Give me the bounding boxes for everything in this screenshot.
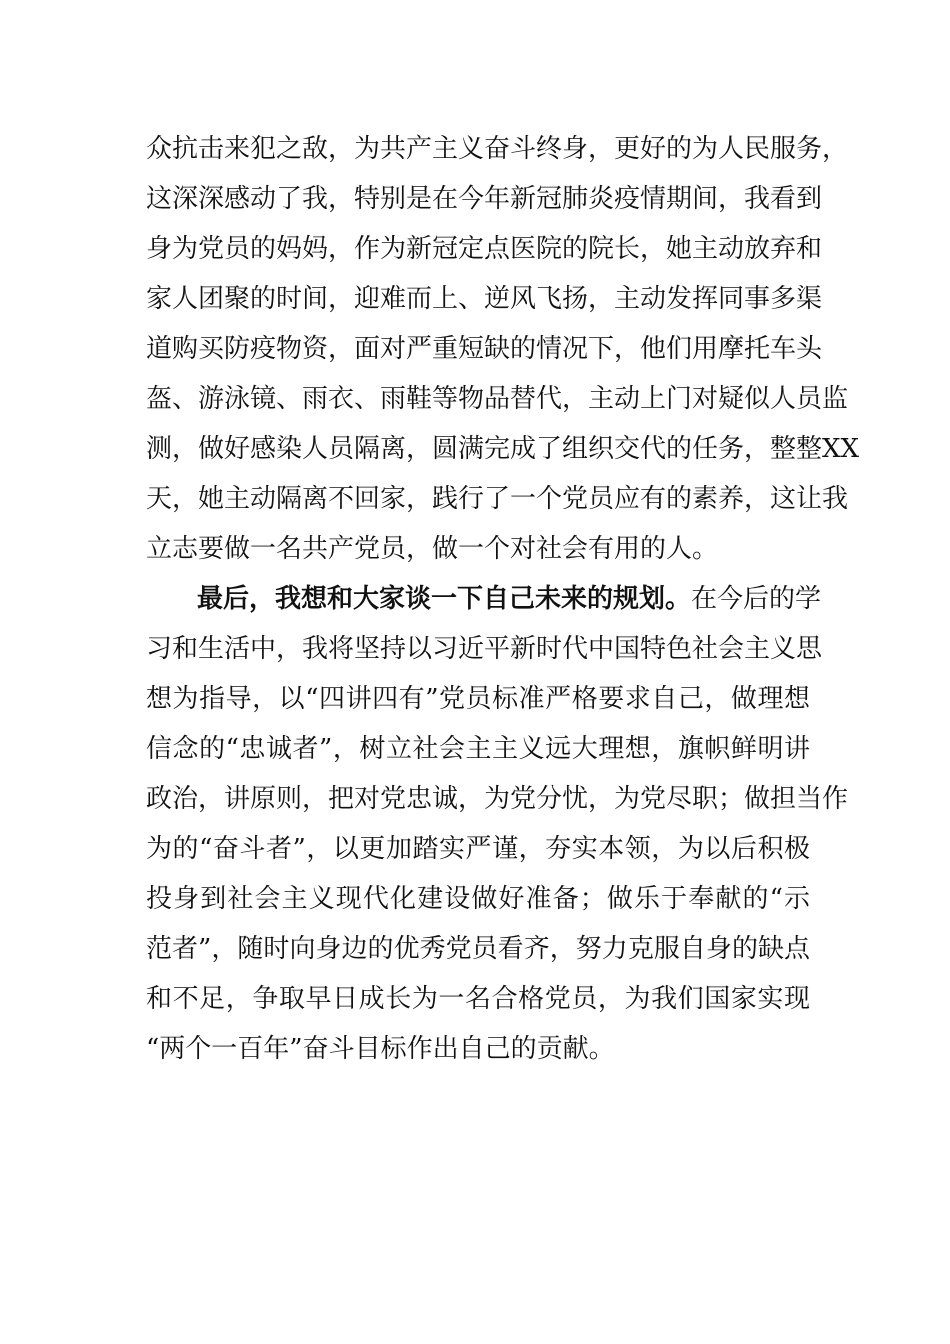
- paragraph-2-line-6: 为的“奋斗者”，以更加踏实严谨，夯实本领，为以后积极: [146, 834, 810, 864]
- paragraph-1-line-6: 盔、游泳镜、雨衣、雨鞋等物品替代，主动上门对疑似人员监: [146, 384, 849, 414]
- paragraph-1-line-2: 这深深感动了我，特别是在今年新冠肺炎疫情期间，我看到: [146, 184, 823, 214]
- paragraph-2-line-10: “两个一百年”奋斗目标作出自己的贡献。: [146, 1034, 615, 1064]
- paragraph-1-line-7: 测，做好感染人员隔离，圆满完成了组织交代的任务，整整XX: [146, 434, 860, 464]
- paragraph-1-line-4: 家人团聚的时间，迎难而上、逆风飞扬，主动发挥同事多渠: [146, 284, 823, 314]
- paragraph-1-line-3: 身为党员的妈妈，作为新冠定点医院的院长，她主动放弃和: [146, 234, 823, 264]
- paragraph-1-line-9: 立志要做一名共产党员，做一个对社会有用的人。: [146, 534, 719, 564]
- paragraph-2-heading: 最后，我想和大家谈一下自己未来的规划。: [197, 584, 692, 614]
- paragraph-2-line-9: 和不足，争取早日成长为一名合格党员，为我们国家实现: [146, 984, 810, 1014]
- paragraph-2-line-3: 想为指导，以“四讲四有”党员标准严格要求自己，做理想: [146, 684, 810, 714]
- paragraph-2-line-8: 范者”，随时向身边的优秀党员看齐，努力克服自身的缺点: [146, 934, 810, 964]
- paragraph-1-line-8: 天，她主动隔离不回家，践行了一个党员应有的素养，这让我: [146, 484, 849, 514]
- paragraph-1-line-5: 道购买防疫物资，面对严重短缺的情况下，他们用摩托车头: [146, 334, 823, 364]
- paragraph-2-line-7: 投身到社会主义现代化建设做好准备；做乐于奉献的“示: [146, 884, 810, 914]
- paragraph-1-line-1: 众抗击来犯之敌，为共产主义奋斗终身，更好的为人民服务，: [146, 134, 849, 164]
- paragraph-2-line-4: 信念的“忠诚者”，树立社会主主义远大理想，旗帜鲜明讲: [146, 734, 810, 764]
- paragraph-2-line-1: [197, 581, 822, 617]
- paragraph-2-line-5: 政治，讲原则，把对党忠诚，为党分忧，为党尽职；做担当作: [146, 784, 849, 814]
- paragraph-2-line-2: 习和生活中，我将坚持以习近平新时代中国特色社会主义思: [146, 634, 823, 664]
- paragraph-2-lead-text: 在今后的学: [691, 584, 822, 614]
